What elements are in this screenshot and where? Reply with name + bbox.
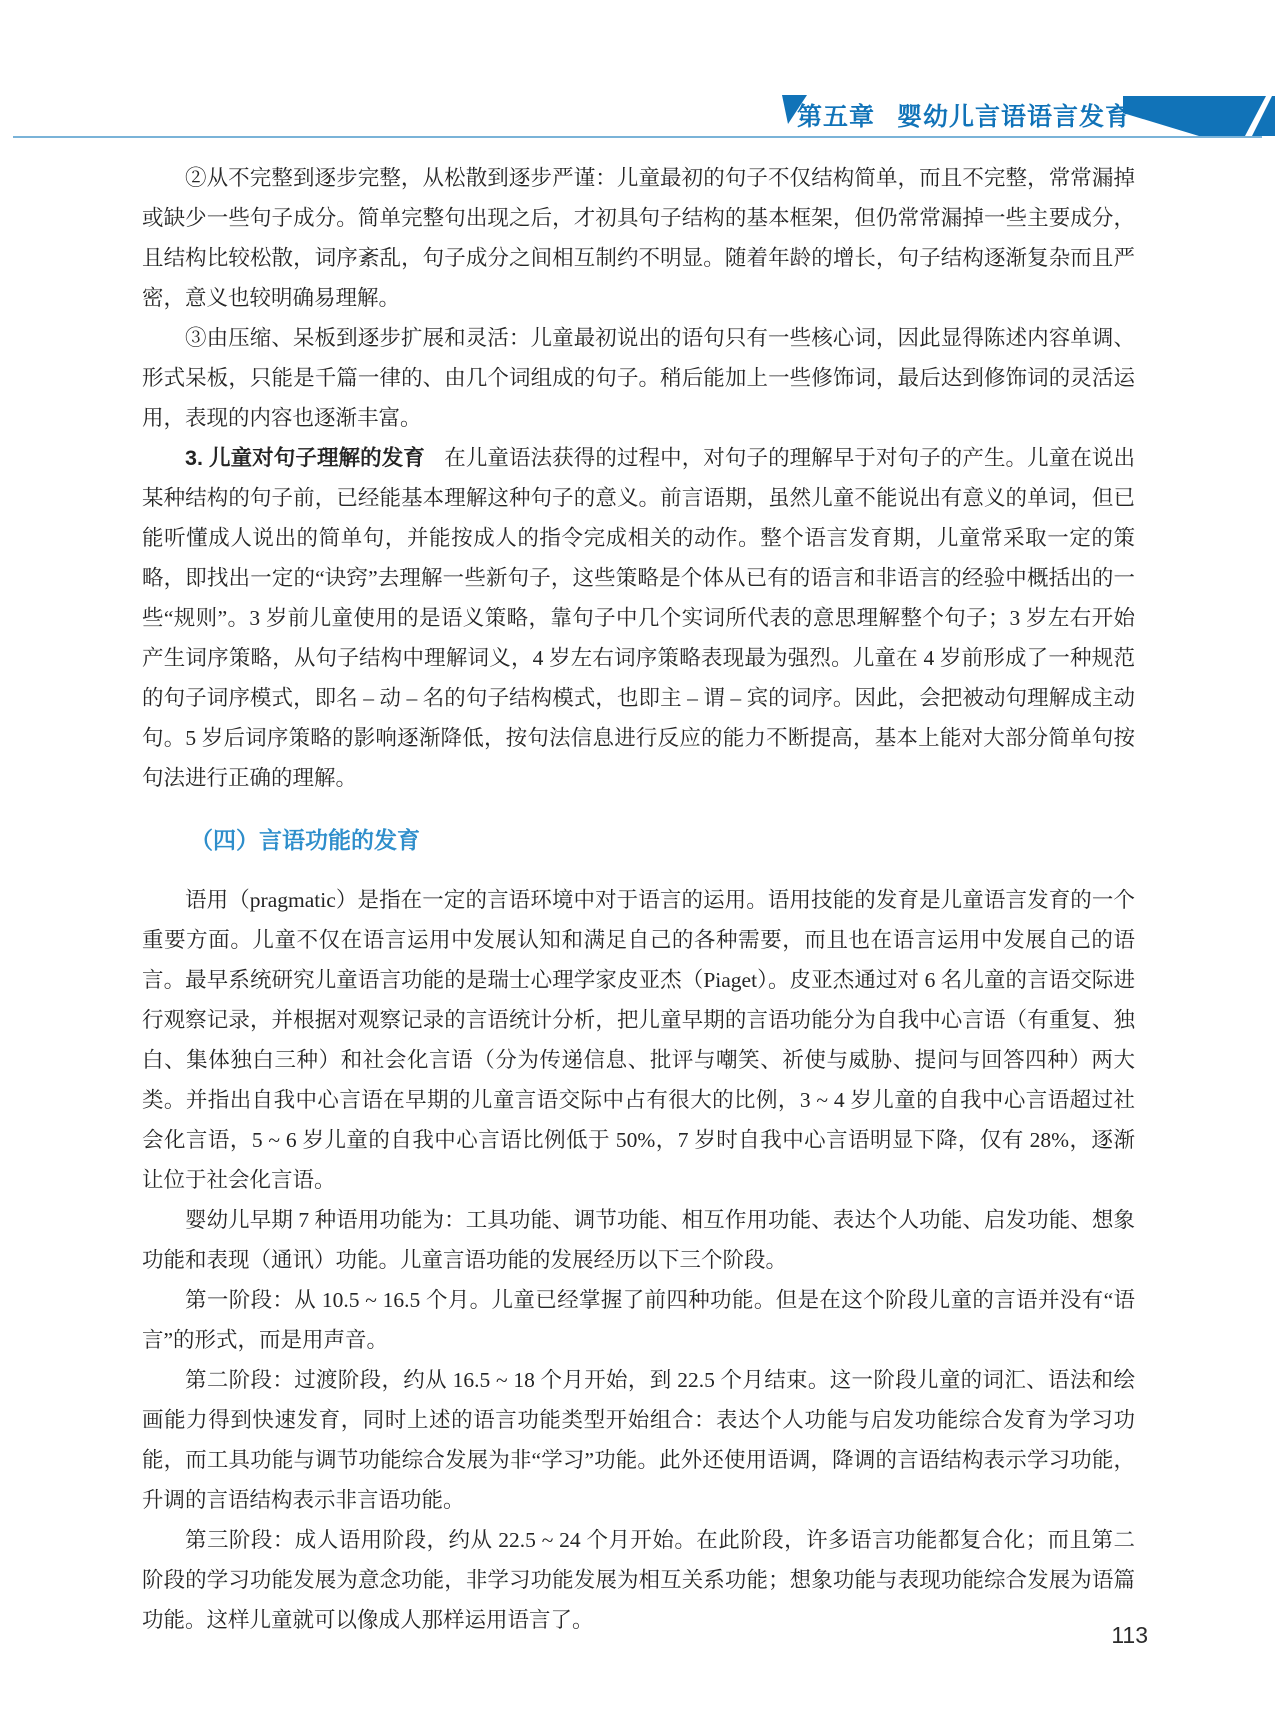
section-heading: （四）言语功能的发育 (190, 827, 420, 853)
paragraph-lead: 3. 儿童对句子理解的发育 (185, 446, 425, 470)
paragraph: ③由压缩、呆板到逐步扩展和灵活：儿童最初说出的语句只有一些核心词，因此显得陈述内容单调、形式呆板，只能是千篇一律的、由几个词组成的句子。稍后能加上一些修饰词，最后达到修饰词的灵活运用，表现的内容也逐渐丰富。 (142, 326, 1135, 430)
paragraph: 语用（pragmatic）是指在一定的言语环境中对于语言的运用。语用技能的发育是儿童语言发育的一个重要方面。儿童不仅在语言运用中发展认知和满足自己的各种需要，而且也在语言运用中发展自己的语言。最早系统研究儿童语言功能的是瑞士心理学家皮亚杰（Piaget）。皮亚杰通过对 6 名儿童的言语交际进行观察记录，并根据对观察记录的言语统计分析，把儿童早期的言语功能分为自我中心言语（有重复、独白、集体独白三种）和社会化言语（分为传递信息、批评与嘲笑、祈使与威胁、提问与回答四种）两大类。并指出自我中心言语在早期的儿童言语交际中占有很大的比例，3 ~ 4 岁儿童的自我中心言语超过社会化言语，5 ~ 6 岁儿童的自我中心言语比例低于 50%，7 岁时自我中心言语明显下降，仅有 28%，逐渐让位于社会化言语。 (142, 888, 1135, 1192)
header-band-arrow-icon (1123, 96, 1266, 136)
chapter-number: 第五章 (797, 103, 876, 131)
paragraph: 第三阶段：成人语用阶段，约从 22.5 ~ 24 个月开始。在此阶段，许多语言功能都复合化；而且第二阶段的学习功能发展为意念功能，非学习功能发展为相互关系功能；想象功能与表现功能综合发展为语篇功能。这样儿童就可以像成人那样运用语言了。 (142, 1528, 1135, 1632)
page-number: 113 (1111, 1622, 1148, 1648)
chapter-title: 婴幼儿言语语言发育 (897, 103, 1132, 131)
paragraph: 3. 儿童对句子理解的发育 在儿童语法获得的过程中，对句子的理解早于对句子的产生。儿童在说出某种结构的句子前，已经能基本理解这种句子的意义。前言语期，虽然儿童不能说出有意义的单词，但已能听懂成人说出的简单句，并能按成人的指令完成相关的动作。整个语言发育期，儿童常采取一定的策略，即找出一定的“诀窍”去理解一些新句子，这些策略是个体从已有的语言和非语言的经验中概括出的一些“规则”。3 岁前儿童使用的是语义策略，靠句子中几个实词所代表的意思理解整个句子；3 岁左右开始产生词序策略，从句子结构中理解词义，4 岁左右词序策略表现最为强烈。儿童在 4 岁前形成了一种规范的句子词序模式，即名 – 动 – 名的句子结构模式，也即主 – 谓 – 宾的词序。因此，会把被动句理解成主动句。5 岁后词序策略的影响逐渐降低，按句法信息进行反应的能力不断提高，基本上能对大部分简单句按句法进行正确的理解。 (142, 446, 1135, 790)
paragraph: 婴幼儿早期 7 种语用功能为：工具功能、调节功能、相互作用功能、表达个人功能、启发功能、想象功能和表现（通讯）功能。儿童言语功能的发展经历以下三个阶段。 (142, 1208, 1135, 1272)
paragraph: ②从不完整到逐步完整，从松散到逐步严谨：儿童最初的句子不仅结构简单，而且不完整，常常漏掉或缺少一些句子成分。简单完整句出现之后，才初具句子结构的基本框架，但仍常常漏掉一些主要成分，且结构比较松散，词序紊乱，句子成分之间相互制约不明显。随着年龄的增长，句子结构逐渐复杂而且严密，意义也较明确易理解。 (142, 166, 1135, 310)
running-header (797, 99, 1131, 135)
paragraph: 第一阶段：从 10.5 ~ 16.5 个月。儿童已经掌握了前四种功能。但是在这个阶段儿童的言语并没有“语言”的形式，而是用声音。 (142, 1288, 1135, 1352)
paragraph: 第二阶段：过渡阶段，约从 16.5 ~ 18 个月开始，到 22.5 个月结束。这一阶段儿童的词汇、语法和绘画能力得到快速发育，同时上述的语言功能类型开始组合：表达个人功能与启发功能综合发育为学习功能，而工具功能与调节功能综合发展为非“学习”功能。此外还使用语调，降调的言语结构表示学习功能，升调的言语结构表示非言语功能。 (142, 1368, 1135, 1512)
body-content (142, 158, 1135, 1640)
header-rule (13, 136, 1262, 138)
